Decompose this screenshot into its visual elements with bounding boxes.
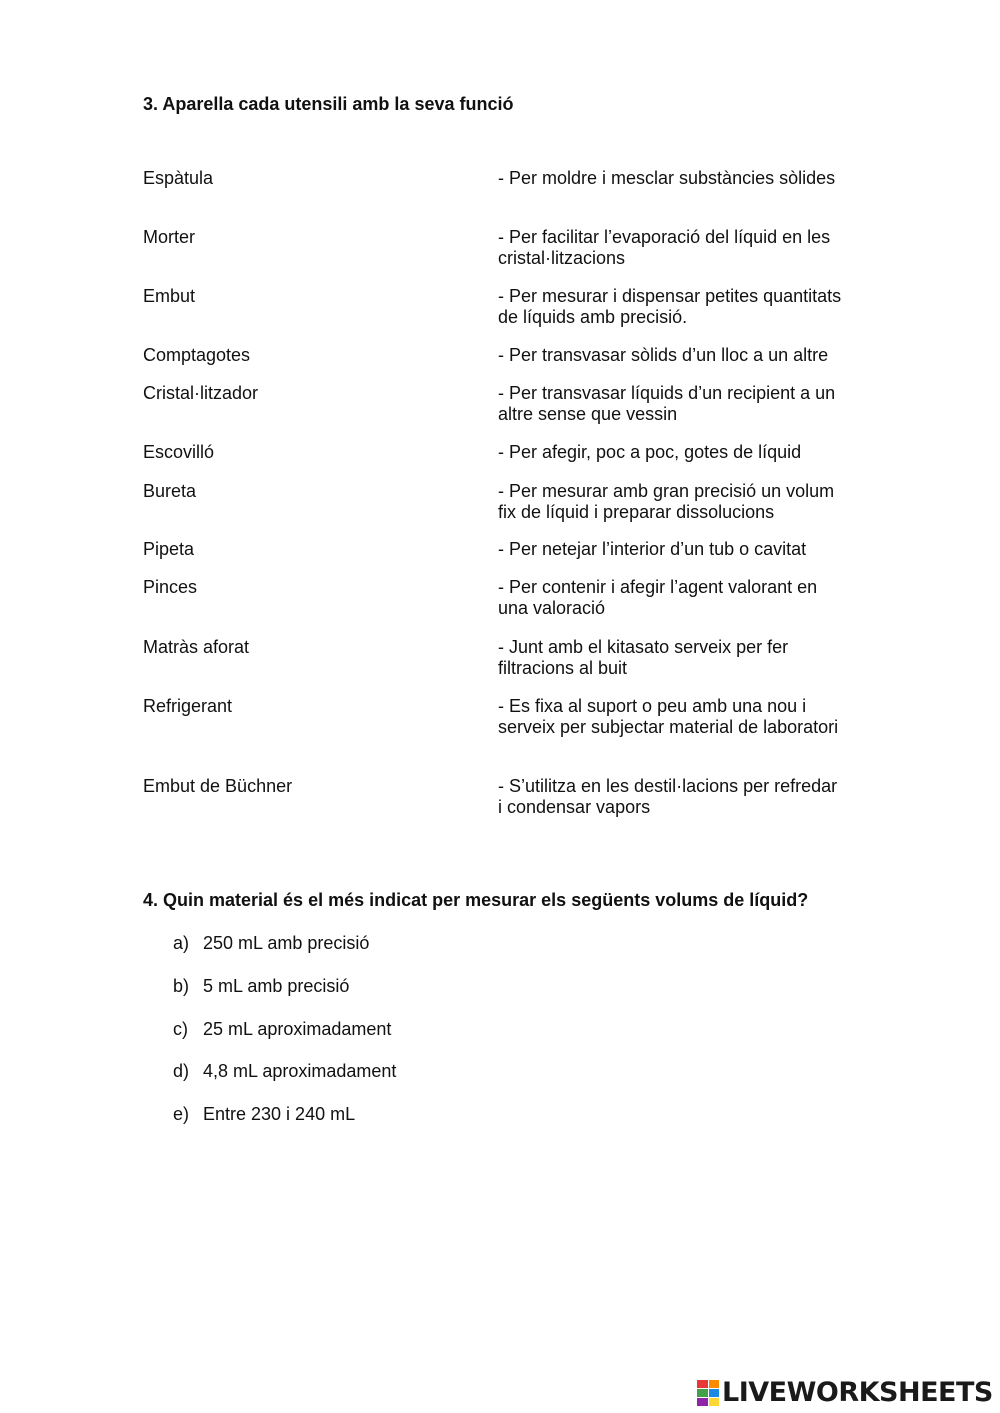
option-letter: b): [173, 976, 190, 996]
question-4-heading: 4. Quin material és el més indicat per mesurar els següents volums de líquid?: [143, 890, 809, 910]
utensil-label: Matràs aforat: [143, 637, 250, 657]
answer-option: [173, 976, 349, 997]
function-text: - Per netejar l’interior d’un tub o cavitat: [498, 539, 807, 559]
function-text: - Per facilitar l’evaporació del líquid en les cristal·litzacions: [498, 227, 831, 268]
function-text: - Per moldre i mesclar substàncies sòlides: [498, 168, 836, 188]
answer-option: [173, 933, 369, 954]
option-text: 5 mL amb precisió: [203, 976, 350, 996]
option-letter: c): [173, 1019, 188, 1039]
utensil-label: Pipeta: [143, 539, 195, 559]
utensil-label: Bureta: [143, 481, 197, 501]
option-text: 250 mL amb precisió: [203, 933, 370, 953]
answer-option: [173, 1104, 355, 1125]
function-text: - Per transvasar líquids d’un recipient a un altre sense que vessin: [498, 383, 836, 424]
utensil-label: Pinces: [143, 577, 198, 597]
logo-block: [697, 1380, 708, 1388]
logo-block: [697, 1389, 708, 1397]
utensil-label: Cristal·litzador: [143, 383, 259, 403]
liveworksheets-brand: [697, 1378, 993, 1408]
utensil-label: Espàtula: [143, 168, 214, 188]
option-text: Entre 230 i 240 mL: [203, 1104, 356, 1124]
option-letter: e): [173, 1104, 190, 1124]
option-letter: d): [173, 1061, 190, 1081]
function-text: - Per transvasar sòlids d’un lloc a un altre: [498, 345, 829, 365]
utensil-label: Embut de Büchner: [143, 776, 293, 796]
answer-option: [173, 1061, 396, 1082]
logo-block: [697, 1398, 708, 1406]
liveworksheets-logo-icon: [697, 1380, 719, 1406]
brand-name: LIVEWORKSHEETS: [722, 1377, 993, 1408]
option-text: 4,8 mL aproximadament: [203, 1061, 397, 1081]
option-letter: a): [173, 933, 190, 953]
function-text: - Per afegir, poc a poc, gotes de líquid: [498, 442, 802, 462]
function-text: - Per contenir i afegir l’agent valorant en una valoració: [498, 577, 818, 618]
logo-block: [709, 1389, 720, 1397]
utensil-label: Refrigerant: [143, 696, 233, 716]
question-3-heading: 3. Aparella cada utensili amb la seva funció: [143, 94, 514, 114]
utensil-label: Embut: [143, 286, 196, 306]
logo-block: [709, 1398, 720, 1406]
function-text: - Per mesurar amb gran precisió un volum fix de líquid i preparar dissolucions: [498, 481, 835, 522]
function-text: - S’utilitza en les destil·lacions per refredar i condensar vapors: [498, 776, 838, 817]
function-text: - Junt amb el kitasato serveix per fer filtracions al buit: [498, 637, 789, 678]
utensil-label: Morter: [143, 227, 196, 247]
answer-option: [173, 1019, 391, 1040]
utensil-label: Comptagotes: [143, 345, 251, 365]
option-text: 25 mL aproximadament: [203, 1019, 392, 1039]
logo-block: [709, 1380, 720, 1388]
function-text: - Es fixa al suport o peu amb una nou i serveix per subjectar material de laboratori: [498, 696, 839, 737]
utensil-label: Escovilló: [143, 442, 215, 462]
function-text: - Per mesurar i dispensar petites quantitats de líquids amb precisió.: [498, 286, 842, 327]
